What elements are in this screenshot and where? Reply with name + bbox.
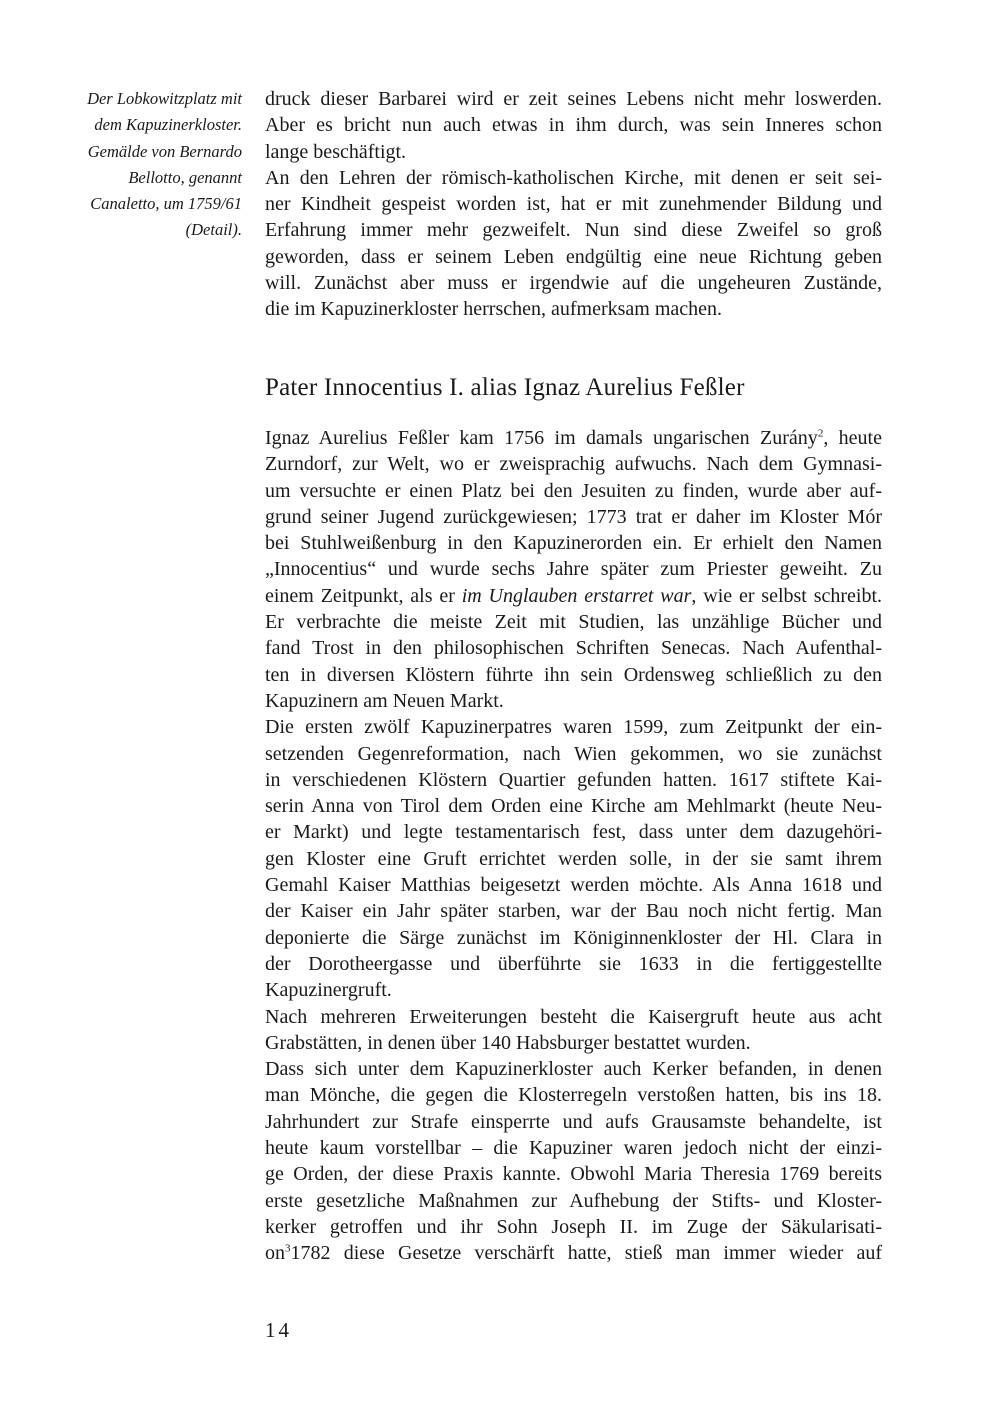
text-line: on$^3$1782 diese Gesetze verschärft hatte, stieß man immer wieder auf xyxy=(265,1242,882,1265)
text-line: deponierte die Särge zunächst im Königinnenkloster der Hl. Clara in xyxy=(265,926,882,949)
text-line: lange beschäftigt. xyxy=(265,140,407,163)
text-line: kerker getroffen und ihr Sohn Joseph II. im Zuge der Säkularisati- xyxy=(265,1215,882,1238)
text-line: Jahrhundert zur Strafe einsperrte und aufs Grausamste behandelte, ist xyxy=(265,1110,882,1133)
body-text-block xyxy=(265,425,882,1267)
text-line: serin Anna von Tirol dem Orden eine Kirche am Mehlmarkt (heute Neu- xyxy=(265,795,882,818)
text-line: Ignaz Aurelius Feßler kam 1756 im damals ungarischen Zurány$^2$, heute xyxy=(265,427,882,449)
text-line: ten in diversen Klöstern führte ihn sein Ordensweg schließlich zu den xyxy=(265,663,882,686)
quoted-phrase: im Unglauben erstarret war xyxy=(461,584,692,607)
text-line: fand Trost in den philosophischen Schriften Senecas. Nach Aufenthal- xyxy=(265,637,882,660)
top-text-block xyxy=(265,86,882,323)
caption-line: (Detail). xyxy=(185,220,242,240)
text-line: Erfahrung immer mehr gezweifelt. Nun sind diese Zweifel so groß xyxy=(265,219,882,242)
text-line: man Mönche, die gegen die Klosterregeln verstoßen hatten, bis ins 18. xyxy=(265,1084,882,1107)
caption-line: Der Lobkowitzplatz mit xyxy=(87,89,242,108)
text-line: um versuchte er einen Platz bei den Jesuiten zu finden, wurde aber auf- xyxy=(265,479,882,502)
text-line: der Dorotheergasse und überführte sie 1633 in die fertiggestellte xyxy=(265,952,882,975)
text-line: druck dieser Barbarei wird er zeit seines Lebens nicht mehr loswerden. xyxy=(265,88,882,110)
paragraph xyxy=(265,425,882,714)
text-line: Er verbrachte die meiste Zeit mit Studien, las unzählige Bücher und xyxy=(265,611,882,634)
caption-line: Gemälde von Bernardo xyxy=(87,141,242,161)
text-line: setzenden Gegenreformation, nach Wien gekommen, wo sie zunächst xyxy=(265,742,882,765)
text-line: heute kaum vorstellbar – die Kapuziner waren jedoch nicht der einzi- xyxy=(265,1137,882,1160)
text-line: will. Zunächst aber muss er irgendwie auf die ungeheuren Zustände, xyxy=(265,272,882,295)
text-line: er Markt) und legte testamentarisch fest, dass unter dem dazugehöri- xyxy=(265,821,882,844)
text-line: bei Stuhlweißenburg in den Kapuzinerorden ein. Er erhielt den Namen xyxy=(265,532,882,555)
caption-line: dem Kapuzinerkloster. xyxy=(94,115,242,135)
caption-line: Bellotto, genannt xyxy=(128,167,242,187)
text-line: Zurndorf, zur Welt, wo er zweisprachig aufwuchs. Nach dem Gymnasi- xyxy=(265,453,882,476)
paragraph xyxy=(265,165,882,323)
text-line: Kapuzinern am Neuen Markt. xyxy=(265,689,504,712)
section-heading: Pater Innocentius I. alias Ignaz Aurelius Feßler xyxy=(265,374,745,401)
caption-line: Canaletto, um 1759/61 xyxy=(90,194,242,214)
paragraph xyxy=(265,714,882,1003)
text-line: Die ersten zwölf Kapuzinerpatres waren 1599, zum Zeitpunkt der ein- xyxy=(265,716,882,739)
text-line: An den Lehren der römisch-katholischen Kirche, mit denen er seit sei- xyxy=(265,166,882,189)
paragraph xyxy=(265,86,882,165)
text-line: geworden, dass er seinem Leben endgültig eine neue Richtung geben xyxy=(265,245,882,268)
text-line: die im Kapuzinerkloster herrschen, aufmerksam machen. xyxy=(265,298,723,321)
image-caption xyxy=(60,86,242,244)
page-number: 14 xyxy=(265,1318,292,1342)
text-line: Aber es bricht nun auch etwas in ihm durch, was sein Inneres schon xyxy=(265,114,882,137)
paragraph xyxy=(265,1056,882,1266)
text-line: ner Kindheit gespeist worden ist, hat er mit zunehmender Bildung und xyxy=(265,193,882,216)
text-line: erste gesetzliche Maßnahmen zur Aufhebung der Stifts- und Kloster- xyxy=(265,1189,882,1212)
footnote-marker: 2 xyxy=(817,427,824,440)
text-line: Kapuzinergruft. xyxy=(265,979,392,1002)
paragraph xyxy=(265,1004,882,1057)
text-line: der Kaiser ein Jahr später starben, war der Bau noch nicht fertig. Man xyxy=(265,900,882,923)
footnote-marker: 3 xyxy=(285,1242,291,1255)
text-line: gen Kloster eine Gruft errichtet werden solle, in der sie samt ihrem xyxy=(265,847,882,870)
text-line: einem Zeitpunkt, als er im Unglauben erstarret war, wie er selbst schreibt. xyxy=(265,584,882,607)
text-line: in verschiedenen Klöstern Quartier gefunden hatten. 1617 stiftete Kai- xyxy=(265,768,882,791)
text-line: Gemahl Kaiser Matthias beigesetzt werden möchte. Als Anna 1618 und xyxy=(265,874,882,897)
text-line: Grabstätten, in denen über 140 Habsburger bestattet wurden. xyxy=(265,1031,751,1054)
text-line: „Innocentius“ und wurde sechs Jahre später zum Priester geweiht. Zu xyxy=(265,558,882,581)
text-line: Nach mehreren Erweiterungen besteht die Kaisergruft heute aus acht xyxy=(265,1005,882,1028)
text-line: grund seiner Jugend zurückgewiesen; 1773 trat er daher im Kloster Mór xyxy=(265,505,882,528)
text-line: Dass sich unter dem Kapuzinerkloster auch Kerker befanden, in denen xyxy=(265,1058,882,1081)
text-line: ge Orden, der diese Praxis kannte. Obwohl Maria Theresia 1769 bereits xyxy=(265,1163,882,1186)
